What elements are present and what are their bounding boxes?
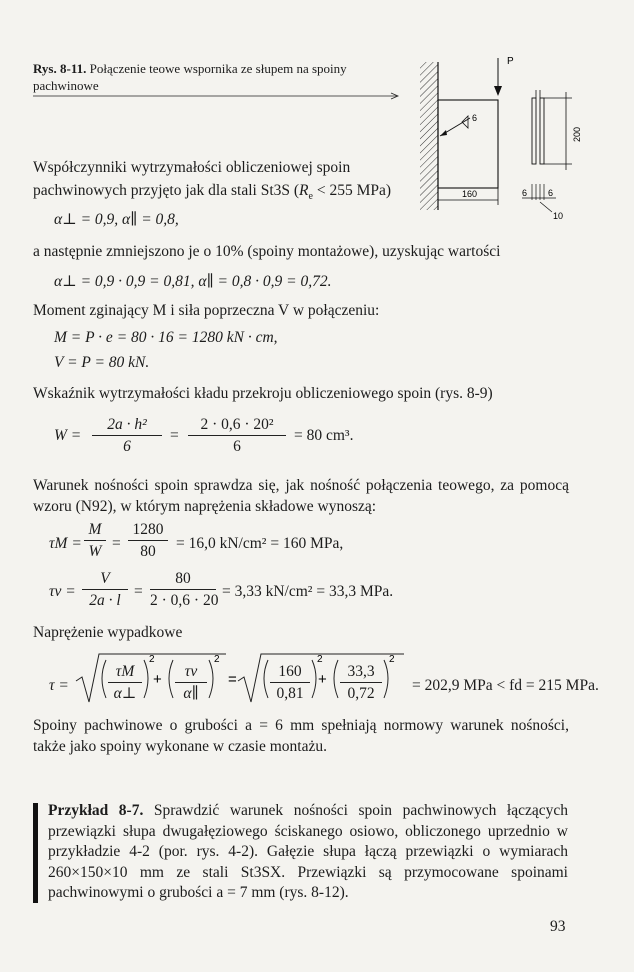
formula-tauM-frac1 [84,521,106,561]
formula-tau-frac-d [340,663,382,703]
formula-W-frac1-num: 2a · h² [107,416,147,433]
formula-W-frac2-num: 2 · 0,6 · 20² [200,416,274,433]
formula-tauM-eq: = [112,535,121,552]
formula-tauM-frac1-den: W [88,543,102,560]
text-condition: Warunek nośności spoin sprawdza się, jak nośność połączenia teowego, za pomocą wzoru (N92), w którym naprężenia składowe wynoszą: [33,477,569,515]
example-title: Przykład 8-7. [48,802,144,819]
formula-W-frac2-den: 6 [233,438,241,455]
formula-shear: V = P = 80 kN. [54,354,150,371]
caption-text: Połączenie teowe wspornika ze słupem na spoiny pachwinowe [33,61,347,93]
formula-tauM-result: = 16,0 kN/cm² = 160 MPa, [176,535,344,552]
formula-moment: M = P · e = 80 · 16 = 1280 kN · cm, [54,329,278,346]
formula-tauv-frac1-den: 2a · l [89,592,121,609]
weld-section-left [532,98,536,164]
dim-sec-left: 6 [522,188,528,198]
formula-tau-lhs: τ = [49,677,69,694]
dim-e-label: 160 [462,189,478,199]
formula-tauM-frac1-num: M [88,521,102,538]
formula-tau-frac-a [108,663,142,703]
text-moment-shear: Moment zginający M i siła poprzeczna V w połączeniu: [33,302,380,319]
formula-tau-frac-b [175,663,207,703]
formula-tau-frac-d-den: 0,72 [347,685,375,702]
formula-tauM-frac2 [128,521,168,561]
text-coefficients-line2-a: pachwinowych przyjęto jak dla stali St3S ( [33,182,300,199]
text-coefficients-line2-b: < 255 MPa) [312,182,392,199]
example-block [48,801,568,904]
dim-h-label: 200 [572,126,582,142]
formula-W-eq1: = [170,427,179,444]
formula-tau-frac-d-num: 33,3 [347,663,375,680]
formula-tau-frac-b-den: α∥ [183,685,199,702]
formula-tauv-frac1 [82,570,128,610]
formula-tauv-lhs: τv = [49,583,76,600]
svg-text:+: + [318,671,327,688]
dim-sec-right: 6 [548,188,554,198]
formula-tauM-lhs: τM = [49,535,82,552]
svg-text:2: 2 [149,654,155,665]
example-side-bar [33,803,38,903]
weld-arrow [440,130,447,136]
svg-text:=: = [228,671,237,688]
text-conclusion: Spoiny pachwinowe o grubości a = 6 mm spełniają normowy warunek nośności, także jako spoiny wykonane w czasie montażu. [33,717,569,755]
formula-tau-frac-a-num: τM [115,663,135,680]
formula-alpha-reduced: α⊥ = 0,9 · 0,9 = 0,81, α∥ = 0,8 · 0,9 = 0,72. [54,273,332,290]
formula-tauM-frac2-den: 80 [140,543,156,560]
formula-tauv-result: = 3,33 kN/cm² = 33,3 MPa. [222,583,394,600]
formula-tauM-frac2-num: 1280 [132,521,164,538]
formula-tauv-frac1-num: V [100,570,110,587]
formula-W-frac2 [188,416,286,456]
formula-W-frac1-den: 6 [123,438,131,455]
formula-tauv-frac2 [150,570,219,610]
text-R-symbol: R [299,182,309,199]
formula-tauv-eq: = [134,583,143,600]
caption-label: Rys. 8-11. [33,61,87,76]
dim-sec-bottom: 10 [553,211,564,221]
formula-tau-frac-c [270,663,310,703]
text-resultant-stress: Naprężenie wypadkowe [33,624,183,641]
svg-text:2: 2 [389,654,395,665]
dim-sec-leader [540,202,552,212]
text-reduction: a następnie zmniejszono je o 10% (spoiny montażowe), uzyskując wartości [33,243,501,260]
formula-tauv-frac2-num: 80 [175,570,191,587]
load-arrow [494,86,502,96]
formula-W-lhs: W = [54,427,82,444]
text-coefficients-line1: Współczynniki wytrzymałości obliczeniowej spoin [33,159,351,176]
formula-alpha-initial: α⊥ = 0,9, α∥ = 0,8, [54,211,179,228]
svg-text:2: 2 [317,654,323,665]
formula-W-frac1 [92,416,162,456]
page-number: 93 [550,918,566,935]
bracket-plate [438,100,498,188]
text-coefficients-line2 [33,181,391,207]
text-R-sub: e [308,191,313,203]
formula-tau-frac-a-den: α⊥ [113,685,137,702]
svg-text:2: 2 [214,654,220,665]
formula-tau-frac-c-num: 160 [278,663,302,680]
example-body: Sprawdzić warunek nośności spoin pachwinowych łączących przewiązki słupa dwugałęziowego ściskanego osiowo, obliczonego uprzednio w przykładzie 4-2 (por. rys. 4-2). Gałęzie słupa łączą przewiązki o wymiarach 260×150×10 mm ze stali St3SX. Przewiązki są przymocowane spoinami pachwinowymi o grubości a = 7 mm (rys. 8-12). [48,802,569,901]
formula-W-result: = 80 cm³. [294,427,354,444]
formula-tau-frac-c-den: 0,81 [276,685,304,702]
text-section-modulus: Wskaźnik wytrzymałości kładu przekroju obliczeniowego spoin (rys. 8-9) [33,385,493,402]
svg-text:+: + [153,671,162,688]
column-hatch [420,62,438,210]
formula-tau-frac-b-num: τv [184,663,198,680]
weld-size-label: 6 [472,113,478,123]
weld-section-right [540,98,544,164]
formula-tauv-frac2-den: 2 · 0,6 · 20 [150,592,219,609]
formula-tau-result: = 202,9 MPa < fd = 215 MPa. [412,677,599,694]
load-label: P [507,56,514,67]
